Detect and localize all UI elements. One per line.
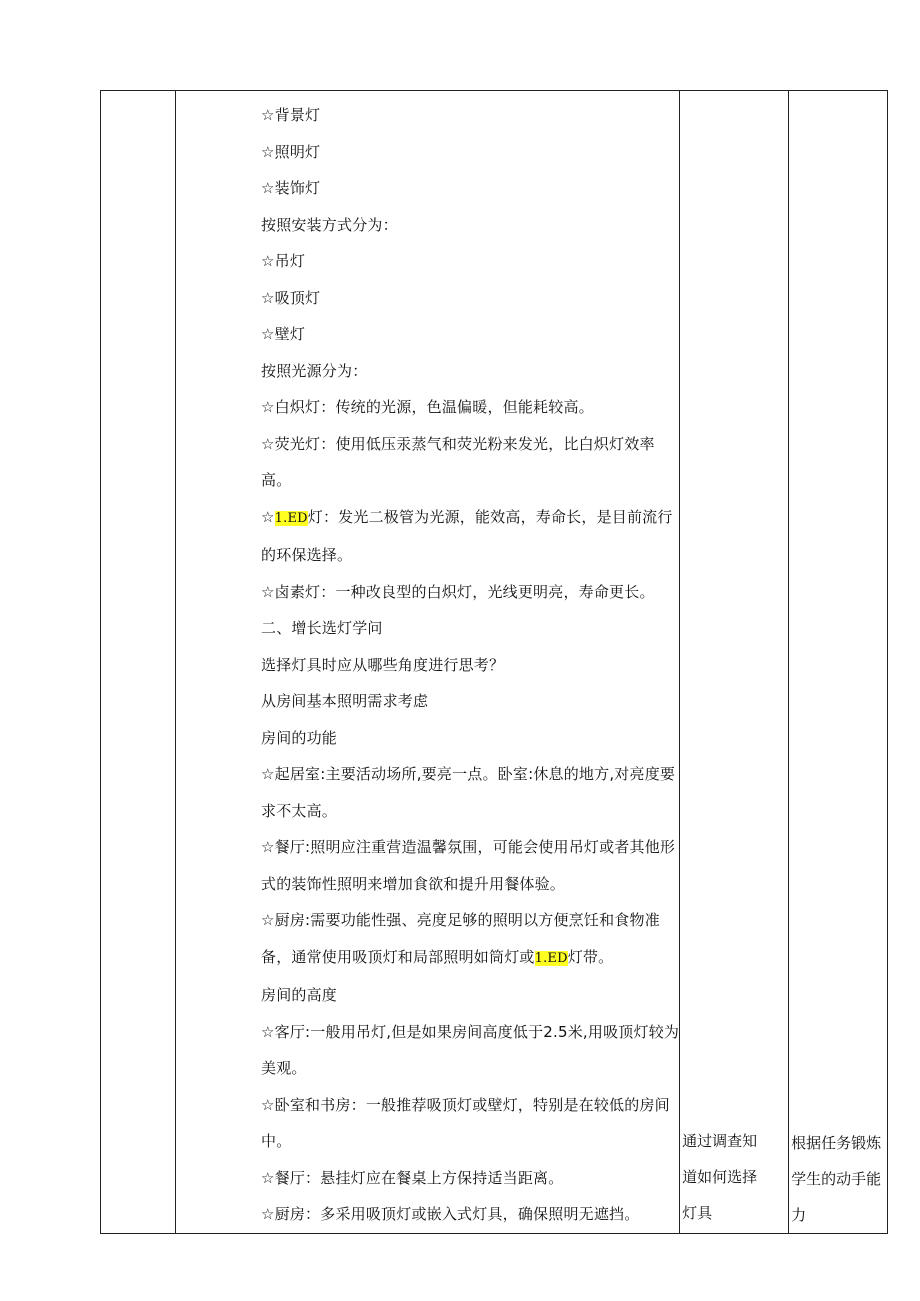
content-line: ☆餐厅:照明应注重营造温馨氛围，可能会使用吊灯或者其他形: [261, 838, 676, 856]
content-line: 房间的高度: [261, 986, 338, 1004]
content-line: 房间的功能: [261, 728, 338, 747]
intent-line: 力: [791, 1205, 807, 1224]
content-line: ☆卧室和书房：一般推荐吸顶灯或壁灯，特别是在较低的房间: [261, 1095, 670, 1114]
content-line: 式的装饰性照明来增加食欲和提升用餐体验。: [261, 874, 566, 893]
content-line: 中。: [261, 1132, 292, 1150]
content-line: ☆吸顶灯: [261, 288, 321, 307]
content-line: 高。: [261, 471, 292, 489]
led-line: [176, 499, 679, 538]
kitchen-line-text: 备，通常使用吸顶灯和局部照明如筒灯或: [261, 947, 535, 966]
intent-line: 学生的动手能: [791, 1169, 882, 1188]
content-line: 从房间基本照明需求考虑: [261, 692, 429, 710]
content-line: ☆背景灯: [261, 106, 321, 124]
star-prefix: ☆: [261, 507, 275, 526]
kitchen-line: [176, 939, 679, 978]
table-row: [101, 91, 888, 1234]
content-line: ☆吊灯: [261, 252, 306, 270]
content-line: ☆壁灯: [261, 325, 306, 343]
content-line: 的环保选择。: [261, 546, 353, 564]
content-line: ☆荧光灯：使用低压汞蒸气和荧光粉来发光，比白炽灯效率: [261, 434, 655, 453]
content-line: ☆照明灯: [261, 142, 321, 161]
design-intent: [789, 1125, 887, 1233]
content-line: ☆起居室:主要活动场所,要亮一点。卧室:休息的地方,对亮度要: [261, 765, 676, 783]
teaching-content: [92, 91, 679, 1233]
teaching-content-cell: [176, 91, 680, 1234]
content-line: 按照安装方式分为：: [261, 215, 398, 234]
student-activity-cell: [680, 91, 789, 1234]
activity-line: 道如何选择: [682, 1167, 758, 1186]
content-line: 美观。: [261, 1059, 307, 1077]
content-line: ☆餐厅：悬挂灯应在餐桌上方保持适当距离。: [261, 1168, 564, 1187]
content-line: ☆装饰灯: [261, 179, 321, 197]
lesson-plan-table: [100, 90, 888, 1234]
section-heading: 二、增长选灯学问: [261, 619, 383, 637]
content-line: 求不太高。: [261, 801, 338, 820]
led-line-text: 灯：发光二极管为光源，能效高，寿命长，是目前流行: [307, 507, 673, 526]
content-line: ☆卤素灯：一种改良型的白炽灯，光线更明亮，寿命更长。: [261, 582, 655, 601]
design-intent-cell: [789, 91, 888, 1234]
highlighted-led-text: 1.ED: [274, 510, 308, 526]
content-line: ☆白炽灯：传统的光源，色温偏暖，但能耗较高。: [261, 398, 594, 416]
activity-line: 灯具: [682, 1203, 713, 1222]
kitchen-line-end: 灯带。: [567, 947, 614, 966]
content-line: ☆客厅:一般用吊灯,但是如果房间高度低于2.5米,用吸顶灯较为: [261, 1022, 680, 1041]
content-line: 选择灯具时应从哪些角度进行思考？: [261, 655, 505, 674]
content-line: ☆厨房:需要功能性强、亮度足够的照明以方便烹饪和食物准: [261, 911, 660, 929]
intent-line: 根据任务锻炼: [791, 1133, 882, 1152]
content-line: ☆厨房：多采用吸顶灯或嵌入式灯具，确保照明无遮挡。: [261, 1205, 640, 1223]
student-activity: [680, 1123, 788, 1233]
highlighted-led-text: 1.ED: [534, 950, 568, 966]
content-line: 按照光源分为：: [261, 361, 368, 380]
activity-line: 通过调查知: [682, 1131, 758, 1150]
